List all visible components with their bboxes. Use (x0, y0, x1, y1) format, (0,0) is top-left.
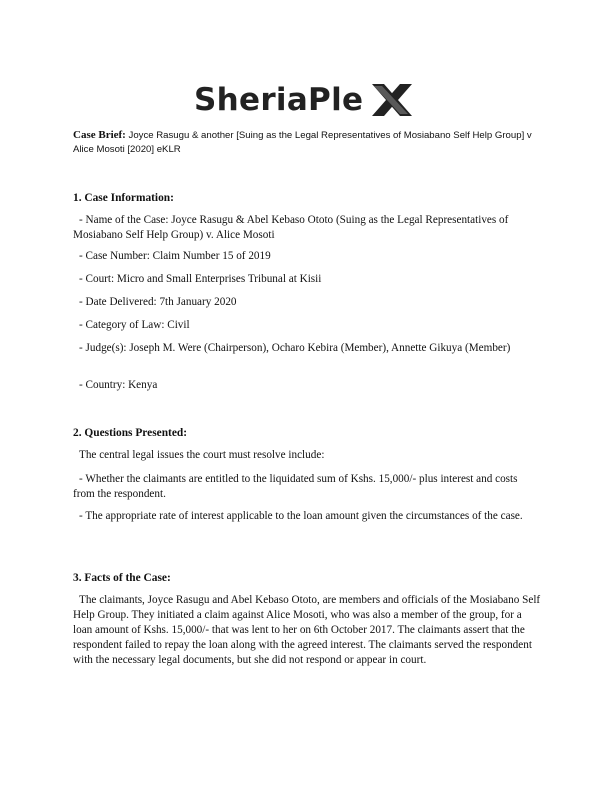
section-heading-case-information: 1. Case Information: (73, 192, 174, 204)
list-item: - Country: Kenya (79, 379, 158, 391)
list-item: - Whether the claimants are entitled to the liquidated sum of Kshs. 15,000/- plus interest and costs from the respondent. (73, 473, 518, 500)
sheriaplex-logo (194, 78, 418, 124)
list-item: - Court: Micro and Small Enterprises Tribunal at Kisii (79, 273, 322, 285)
section-heading-facts-of-the-case: 3. Facts of the Case: (73, 572, 171, 584)
logo-x-mark-icon (370, 82, 414, 118)
list-item: - Date Delivered: 7th January 2020 (79, 296, 237, 308)
list-item: - Judge(s): Joseph M. Were (Chairperson), Ocharo Kebira (Member), Annette Gikuya (Member) (79, 342, 511, 354)
section-intro: The central legal issues the court must resolve include: (79, 449, 325, 461)
list-item: - Case Number: Claim Number 15 of 2019 (79, 250, 271, 262)
list-item: - Name of the Case: Joyce Rasugu & Abel Kebaso Ototo (Suing as the Legal Representatives of Mosiabano Self Help Group) v. Alice Mosoti (73, 214, 509, 241)
case-brief-text: Joyce Rasugu & another [Suing as the Legal Representatives of Mosiabano Self Help Group] v Alice Mosoti [2020] eKLR (73, 130, 532, 155)
case-brief-label: Case Brief: (73, 129, 126, 141)
list-item: - The appropriate rate of interest applicable to the loan amount given the circumstances of the case. (79, 510, 523, 522)
case-brief-title (73, 129, 543, 156)
logo-wordmark: SheriaPle (194, 82, 364, 118)
section-heading-questions-presented: 2. Questions Presented: (73, 427, 188, 439)
list-item: - Category of Law: Civil (79, 319, 190, 331)
facts-paragraph: The claimants, Joyce Rasugu and Abel Kebaso Ototo, are members and officials of the Mosiabano Self Help Group. They initiated a claim against Alice Mosoti, who was also a member of the group, for a loan amount of Kshs. 15,000/- that was lent to her on 6th October 2017. The claimants assert that the respondent failed to repay the loan along with the agreed interest. The claimants served the respondent with the necessary legal documents, but she did not respond or appear in court. (73, 594, 541, 666)
